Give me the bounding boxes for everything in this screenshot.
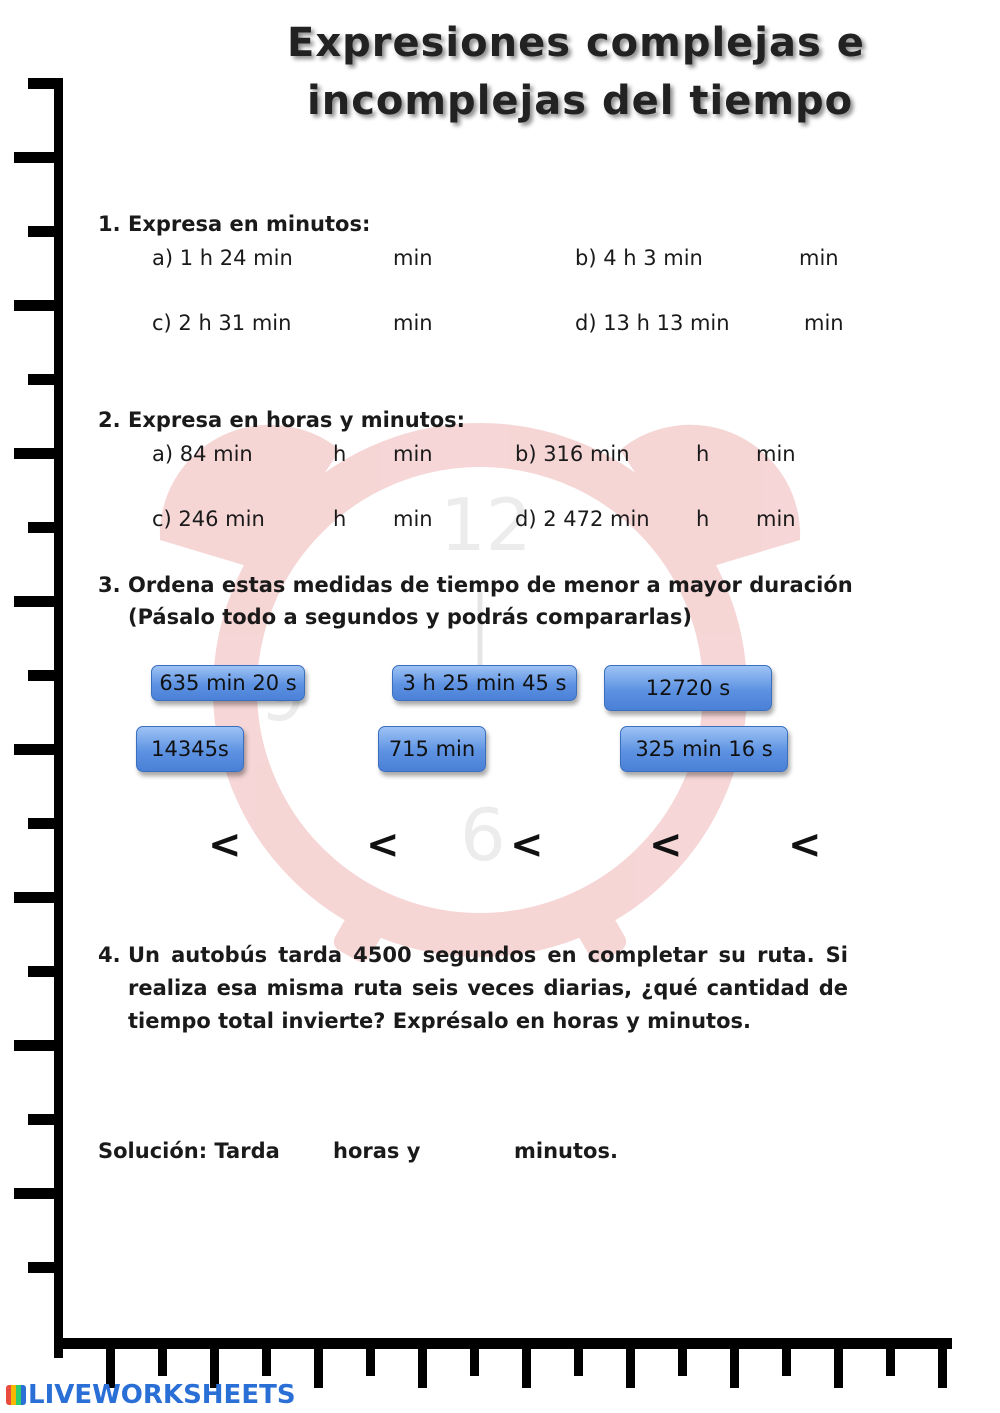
q2-item-c-label: c) 246 min bbox=[152, 507, 265, 531]
solution-prefix: Solución: Tarda bbox=[98, 1139, 280, 1163]
ruler-tick bbox=[574, 1338, 583, 1376]
order-drop-slot-5[interactable] bbox=[685, 790, 780, 840]
ruler-tick bbox=[730, 1338, 739, 1388]
less-than-sign: < bbox=[788, 822, 822, 868]
q2-item-d-unit-min: min bbox=[756, 507, 796, 531]
q2-item-a-label: a) 84 min bbox=[152, 442, 253, 466]
less-than-sign: < bbox=[366, 822, 400, 868]
ruler-tick bbox=[14, 448, 63, 459]
draggable-time-card[interactable]: 325 min 16 s bbox=[620, 726, 788, 772]
order-drop-slot-6[interactable] bbox=[825, 790, 935, 840]
solution-hours-input[interactable] bbox=[285, 1138, 334, 1170]
ruler-tick bbox=[28, 818, 63, 829]
q3-heading-line2: (Pásalo todo a segundos y podrás compararlas) bbox=[128, 605, 693, 629]
q1-item-a-unit: min bbox=[393, 246, 433, 270]
q2-item-b-unit-min: min bbox=[756, 442, 796, 466]
ruler-vertical-bar bbox=[54, 78, 63, 1358]
q2-item-d-hours-input[interactable] bbox=[662, 506, 696, 538]
q4-number: 4. bbox=[98, 943, 121, 967]
less-than-sign: < bbox=[208, 822, 242, 868]
q2-item-c-hours-input[interactable] bbox=[276, 506, 334, 538]
q4-text-line3: tiempo total invierte? Exprésalo en horas y minutos. bbox=[128, 1009, 751, 1033]
solution-middle: horas y bbox=[333, 1139, 421, 1163]
ruler-horizontal-bar bbox=[54, 1338, 952, 1349]
liveworksheets-logo-icon bbox=[6, 1385, 26, 1405]
ruler-tick bbox=[28, 670, 63, 681]
ruler-tick bbox=[158, 1338, 167, 1376]
draggable-time-card[interactable]: 3 h 25 min 45 s bbox=[392, 665, 577, 701]
q2-item-b-minutes-input[interactable] bbox=[713, 441, 757, 473]
ruler-tick bbox=[14, 596, 63, 607]
ruler-tick bbox=[678, 1338, 687, 1376]
q1-item-b-label: b) 4 h 3 min bbox=[575, 246, 703, 270]
q4-text-line1: Un autobús tarda 4500 segundos en completar su ruta. Si bbox=[128, 943, 848, 967]
solution-minutes-input[interactable] bbox=[425, 1138, 514, 1170]
worksheet-title-line2: incomplejas del tiempo bbox=[307, 78, 854, 124]
ruler-tick bbox=[14, 1188, 63, 1199]
q1-item-a-label: a) 1 h 24 min bbox=[152, 246, 293, 270]
q1-item-d-answer-input[interactable] bbox=[737, 310, 803, 342]
order-drop-slot-2[interactable] bbox=[250, 790, 360, 840]
less-than-sign: < bbox=[510, 822, 544, 868]
order-drop-slot-3[interactable] bbox=[400, 790, 500, 840]
q2-item-b-hours-input[interactable] bbox=[640, 441, 696, 473]
ruler-tick bbox=[28, 522, 63, 533]
q2-item-a-unit-min: min bbox=[393, 442, 433, 466]
q1-item-c-answer-input[interactable] bbox=[305, 310, 391, 342]
ruler-tick bbox=[782, 1338, 791, 1376]
svg-text:12: 12 bbox=[440, 483, 532, 567]
ruler-tick bbox=[938, 1338, 947, 1388]
ruler-tick bbox=[28, 1262, 63, 1273]
ruler-tick bbox=[14, 1040, 63, 1051]
ruler-tick bbox=[418, 1338, 427, 1388]
q1-item-d-label: d) 13 h 13 min bbox=[575, 311, 730, 335]
q2-item-a-hours-input[interactable] bbox=[268, 441, 334, 473]
worksheet-title-line1: Expresiones complejas e bbox=[287, 20, 865, 66]
q1-heading: Expresa en minutos: bbox=[128, 212, 371, 236]
ruler-tick bbox=[28, 226, 63, 237]
ruler-tick bbox=[28, 78, 63, 89]
q1-item-c-unit: min bbox=[393, 311, 433, 335]
q2-item-c-unit-min: min bbox=[393, 507, 433, 531]
q3-heading-line1: Ordena estas medidas de tiempo de menor a mayor duración bbox=[128, 573, 853, 597]
ruler-tick bbox=[14, 892, 63, 903]
q2-item-d-unit-h: h bbox=[696, 507, 710, 531]
solution-suffix: minutos. bbox=[514, 1139, 618, 1163]
q2-item-b-label: b) 316 min bbox=[515, 442, 630, 466]
ruler-tick bbox=[28, 1114, 63, 1125]
ruler-tick bbox=[366, 1338, 375, 1376]
q2-item-c-unit-h: h bbox=[333, 507, 347, 531]
draggable-time-card[interactable]: 635 min 20 s bbox=[151, 665, 305, 701]
q2-number: 2. bbox=[98, 408, 121, 432]
q1-item-c-label: c) 2 h 31 min bbox=[152, 311, 292, 335]
ruler-tick bbox=[28, 966, 63, 977]
q1-item-b-unit: min bbox=[799, 246, 839, 270]
liveworksheets-logo bbox=[6, 1380, 296, 1410]
q2-item-a-unit-h: h bbox=[333, 442, 347, 466]
q1-item-d-unit: min bbox=[804, 311, 844, 335]
q2-heading: Expresa en horas y minutos: bbox=[128, 408, 466, 432]
draggable-time-card[interactable]: 715 min bbox=[378, 726, 486, 772]
ruler-tick bbox=[834, 1338, 843, 1388]
order-drop-slot-1[interactable] bbox=[118, 790, 196, 840]
less-than-sign: < bbox=[649, 822, 683, 868]
q3-number: 3. bbox=[98, 573, 121, 597]
ruler-tick bbox=[262, 1338, 271, 1376]
q1-item-a-answer-input[interactable] bbox=[305, 245, 391, 277]
q2-item-c-minutes-input[interactable] bbox=[350, 506, 394, 538]
q4-text-line2: realiza esa misma ruta seis veces diarias, ¿qué cantidad de bbox=[128, 976, 848, 1000]
draggable-time-card[interactable]: 12720 s bbox=[604, 665, 772, 711]
q2-item-d-label: d) 2 472 min bbox=[515, 507, 650, 531]
ruler-tick bbox=[14, 152, 63, 163]
ruler-tick bbox=[14, 744, 63, 755]
ruler-tick bbox=[28, 374, 63, 385]
ruler-tick bbox=[522, 1338, 531, 1388]
ruler-tick bbox=[470, 1338, 479, 1376]
q2-item-d-minutes-input[interactable] bbox=[713, 506, 757, 538]
svg-text:6: 6 bbox=[460, 793, 506, 877]
ruler-tick bbox=[626, 1338, 635, 1388]
q2-item-a-minutes-input[interactable] bbox=[350, 441, 394, 473]
ruler-tick bbox=[314, 1338, 323, 1388]
order-drop-slot-4[interactable] bbox=[545, 790, 640, 840]
q2-item-b-unit-h: h bbox=[696, 442, 710, 466]
draggable-time-card[interactable]: 14345s bbox=[136, 726, 244, 772]
ruler-tick bbox=[14, 300, 63, 311]
q1-item-b-answer-input[interactable] bbox=[715, 245, 799, 277]
ruler-tick bbox=[886, 1338, 895, 1376]
q1-number: 1. bbox=[98, 212, 121, 236]
liveworksheets-logo-text: LIVEWORKSHEETS bbox=[28, 1380, 296, 1410]
